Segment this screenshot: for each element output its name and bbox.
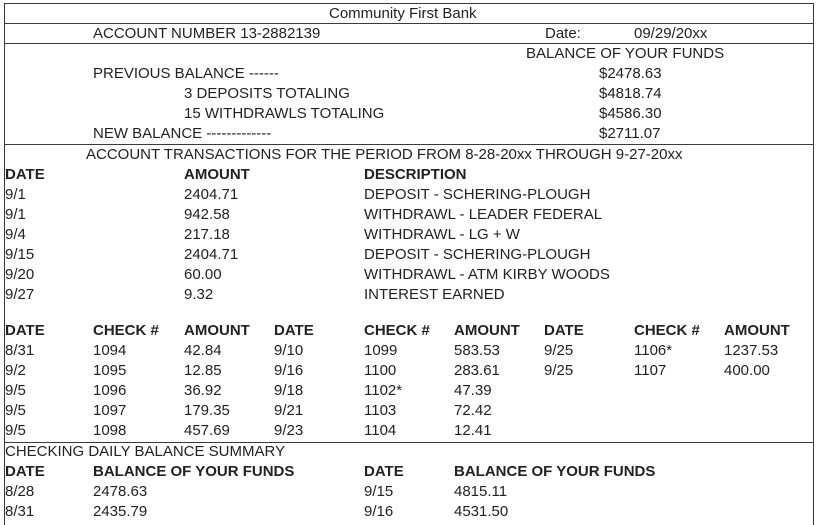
tx-date: 9/1 xyxy=(5,186,26,203)
checks-header-date: DATE xyxy=(5,322,45,339)
tx-date: 9/27 xyxy=(5,286,35,303)
check-date: 9/18 xyxy=(274,382,304,399)
statement-date: 09/29/20xx xyxy=(634,25,708,42)
check-number: 1097 xyxy=(93,402,127,419)
daily-summary-title: CHECKING DAILY BALANCE SUMMARY xyxy=(5,443,286,460)
tx-amount: 2404.71 xyxy=(184,186,239,203)
withdrawals-value: $4586.30 xyxy=(599,105,662,122)
check-date: 9/10 xyxy=(274,342,304,359)
check-date: 9/25 xyxy=(544,342,574,359)
summary-heading: BALANCE OF YOUR FUNDS xyxy=(526,45,725,62)
daily-header-date: DATE xyxy=(364,463,404,480)
divider-header xyxy=(4,23,814,24)
check-number: 1096 xyxy=(93,382,127,399)
transactions-title: ACCOUNT TRANSACTIONS FOR THE PERIOD FROM 8-28-20xx THROUGH 9-27-20xx xyxy=(86,146,683,163)
tx-amount: 60.00 xyxy=(184,266,222,283)
check-amount: 12.41 xyxy=(454,422,492,439)
date-label: Date: xyxy=(545,25,581,42)
daily-date: 9/15 xyxy=(364,483,394,500)
checks-header-check: CHECK # xyxy=(93,322,159,339)
check-number: 1095 xyxy=(93,362,127,379)
account-number: ACCOUNT NUMBER 13-2882139 xyxy=(93,25,321,42)
daily-balance: 4531.50 xyxy=(454,503,509,520)
check-number: 1106* xyxy=(634,342,673,359)
check-date: 9/2 xyxy=(5,362,26,379)
tx-description: DEPOSIT - SCHERING-PLOUGH xyxy=(364,246,591,263)
check-number: 1102* xyxy=(364,382,403,399)
check-amount: 47.39 xyxy=(454,382,492,399)
previous-balance-value: $2478.63 xyxy=(599,65,662,82)
tx-date: 9/4 xyxy=(5,226,26,243)
check-number: 1107 xyxy=(634,362,667,379)
check-date: 9/5 xyxy=(5,402,26,419)
bank-name: Community First Bank xyxy=(329,5,477,22)
check-number: 1099 xyxy=(364,342,398,359)
check-amount: 179.35 xyxy=(184,402,230,419)
tx-amount: 942.58 xyxy=(184,206,230,223)
check-date: 9/5 xyxy=(5,382,26,399)
tx-description: WITHDRAWL - LG + W xyxy=(364,226,520,243)
daily-date: 9/16 xyxy=(364,503,394,520)
tx-date: 9/15 xyxy=(5,246,35,263)
tx-date: 9/1 xyxy=(5,206,26,223)
divider-transactions xyxy=(4,144,814,145)
deposits-value: $4818.74 xyxy=(599,85,662,102)
check-number: 1094 xyxy=(93,342,127,359)
daily-balance: 2435.79 xyxy=(93,503,148,520)
check-amount: 42.84 xyxy=(184,342,222,359)
tx-amount: 217.18 xyxy=(184,226,230,243)
new-balance-value: $2711.07 xyxy=(599,125,661,142)
tx-date: 9/20 xyxy=(5,266,35,283)
withdrawals-label: 15 WITHDRAWLS TOTALING xyxy=(184,105,385,122)
daily-header-balance: BALANCE OF YOUR FUNDS xyxy=(93,463,295,480)
divider-summary xyxy=(4,43,814,44)
check-date: 9/21 xyxy=(274,402,304,419)
check-amount: 12.85 xyxy=(184,362,222,379)
deposits-label: 3 DEPOSITS TOTALING xyxy=(184,85,350,102)
check-number: 1103 xyxy=(364,402,397,419)
daily-date: 8/31 xyxy=(5,503,35,520)
daily-balance: 4815.11 xyxy=(454,483,508,500)
previous-balance-label: PREVIOUS BALANCE ------ xyxy=(93,65,279,82)
tx-header-amount: AMOUNT xyxy=(184,166,250,183)
tx-header-date: DATE xyxy=(5,166,45,183)
check-date: 9/23 xyxy=(274,422,304,439)
check-amount: 72.42 xyxy=(454,402,492,419)
check-amount: 400.00 xyxy=(724,362,770,379)
check-number: 1100 xyxy=(364,362,397,379)
checks-header-date: DATE xyxy=(544,322,584,339)
checks-header-amount: AMOUNT xyxy=(184,322,250,339)
check-amount: 283.61 xyxy=(454,362,500,379)
daily-header-balance: BALANCE OF YOUR FUNDS xyxy=(454,463,656,480)
check-amount: 583.53 xyxy=(454,342,500,359)
check-amount: 457.69 xyxy=(184,422,230,439)
check-date: 9/16 xyxy=(274,362,304,379)
checks-header-amount: AMOUNT xyxy=(454,322,520,339)
check-date: 8/31 xyxy=(5,342,35,359)
checks-header-date: DATE xyxy=(274,322,314,339)
tx-amount: 2404.71 xyxy=(184,246,239,263)
tx-header-description: DESCRIPTION xyxy=(364,166,467,183)
new-balance-label: NEW BALANCE ------------- xyxy=(93,125,272,142)
check-number: 1104 xyxy=(364,422,397,439)
check-date: 9/5 xyxy=(5,422,26,439)
daily-date: 8/28 xyxy=(5,483,35,500)
daily-header-date: DATE xyxy=(5,463,45,480)
tx-description: WITHDRAWL - ATM KIRBY WOODS xyxy=(364,266,610,283)
check-number: 1098 xyxy=(93,422,127,439)
daily-row-cutoff xyxy=(0,503,828,520)
check-date: 9/25 xyxy=(544,362,574,379)
daily-balance: 2478.63 xyxy=(93,483,148,500)
checks-header-amount: AMOUNT xyxy=(724,322,790,339)
tx-description: WITHDRAWL - LEADER FEDERAL xyxy=(364,206,603,223)
check-amount: 36.92 xyxy=(184,382,222,399)
checks-header-check: CHECK # xyxy=(634,322,700,339)
checks-header-check: CHECK # xyxy=(364,322,430,339)
tx-amount: 9.32 xyxy=(184,286,214,303)
check-amount: 1237.53 xyxy=(724,342,779,359)
tx-description: DEPOSIT - SCHERING-PLOUGH xyxy=(364,186,591,203)
tx-description: INTEREST EARNED xyxy=(364,286,505,303)
